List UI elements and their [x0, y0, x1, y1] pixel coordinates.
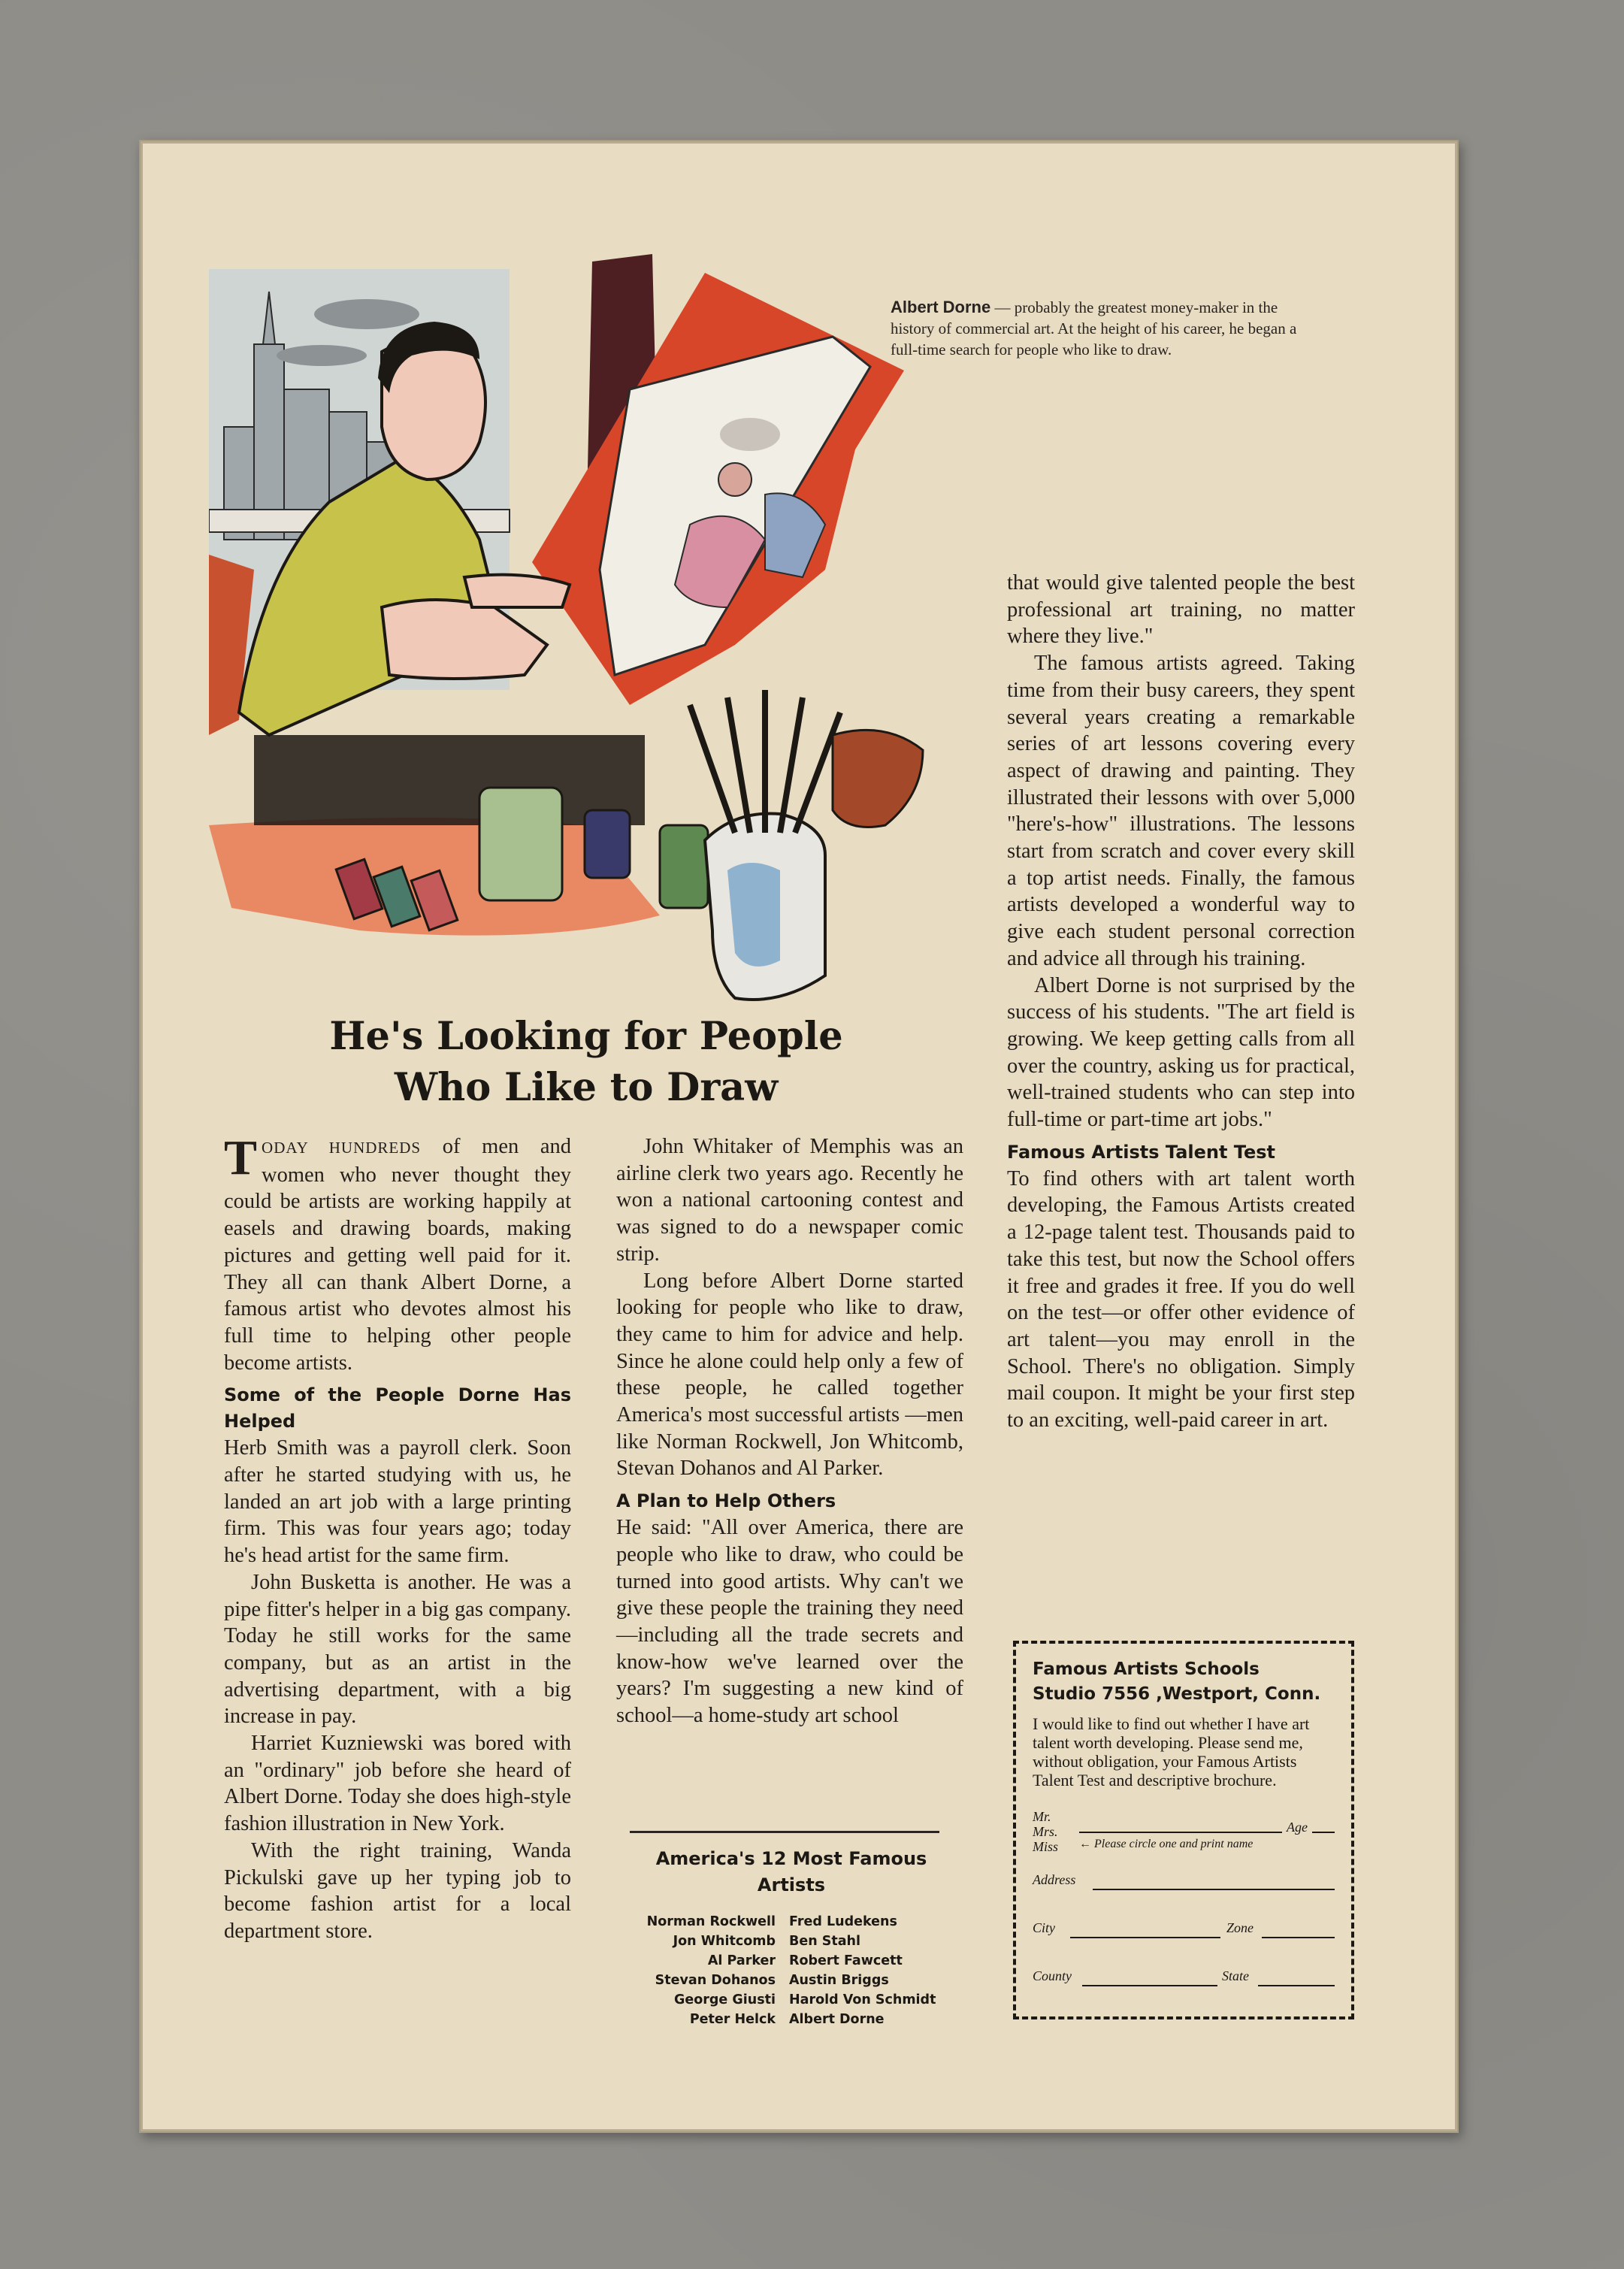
artist-name-left: Jon Whitcomb: [673, 1934, 776, 1949]
age-line[interactable]: [1312, 1832, 1335, 1833]
paragraph-he-said: He said: "All over America, there are people who like to draw, who could be turned into good artists. Why can't we give these people the training they need—including all the trade secrets and know-how we've learned over the years? I'm suggesting a new kind of school—a home-study art school: [616, 1516, 963, 1728]
artist-name-right: Robert Fawcett: [789, 1953, 903, 1968]
column-1: [224, 1130, 572, 1945]
paragraph-talent-test: To find others with art talent worth developing, the Famous Artists created a 12-page talent test. Thousands paid to take this test, but now the School offers it free and grades it free. If you do well on the test—or offer other evidence of art talent—you may enroll in the School. There's no obligation. Simply mail coupon. It might be your first step to an exciting, well-paid career in art.: [1007, 1166, 1355, 1432]
headline-line-1: He's Looking for People: [329, 1014, 843, 1059]
artist-name-right: Fred Ludekens: [789, 1914, 897, 1929]
artist-name-left: Norman Rockwell: [646, 1914, 776, 1929]
artist-name-left: George Giusti: [674, 1992, 776, 2007]
artist-name-right: Albert Dorne: [789, 2012, 885, 2027]
artist-name-left: Peter Helck: [689, 2012, 776, 2027]
artist-row: [610, 1932, 974, 1951]
paragraph-john-busketta: John Busketta is another. He was a pipe fitter's helper in a big gas company. Today he still works for the same company, but as an artist in the advertising department, with a big increase in pay.: [224, 1570, 571, 1729]
paragraph-not-surprised: Albert Dorne is not surprised by the success of his students. "The art field is growing. We keep getting calls from all over the country, asking us for practical, well-trained students who can step into full-time or part-time art jobs.": [1007, 973, 1355, 1132]
artist-row: [610, 1990, 974, 2010]
paragraph-continued: that would give talented people the best professional art training, no matter where they live.": [1007, 571, 1355, 649]
intro-paragraph: [224, 1130, 572, 1376]
drop-cap: T: [224, 1130, 258, 1185]
circle-note-text: Please circle one and print name: [1094, 1838, 1254, 1850]
section-heading-plan: A Plan to Help Others: [616, 1490, 836, 1512]
intro-text: of men and women who never thought they could be artists are working happily at easels and drawing boards, making pictures and getting well paid for it. They all can thank Albert Dorne, a famous artist who devotes almost his full time to helping other people become artists.: [224, 1135, 572, 1375]
title-mr[interactable]: Mr.: [1033, 1809, 1051, 1824]
county-state-field[interactable]: [1033, 1968, 1335, 1989]
city-line[interactable]: [1070, 1937, 1220, 1938]
county-label: County: [1033, 1968, 1072, 1983]
address-field[interactable]: [1033, 1872, 1335, 1893]
divider-rule: [630, 1831, 939, 1833]
county-line[interactable]: [1082, 1985, 1217, 1986]
coupon-school-name: Famous Artists Schools: [1033, 1659, 1260, 1679]
photo-caption: [891, 297, 1311, 360]
artists-list-title: America's 12 Most Famous Artists: [655, 1848, 927, 1895]
name-field[interactable]: [1033, 1809, 1335, 1856]
artist-row: [610, 2010, 974, 2029]
zone-label: Zone: [1226, 1920, 1254, 1935]
zone-line[interactable]: [1262, 1937, 1335, 1938]
caption-text: — probably the greatest money-maker in the history of commercial art. At the height of his career, he began a full-time search for people who like to draw.: [891, 298, 1297, 359]
section-heading-talent-test: Famous Artists Talent Test: [1007, 1141, 1276, 1163]
state-line[interactable]: [1258, 1985, 1335, 1986]
paragraph-long-before: Long before Albert Dorne started looking for people who like to draw, they came to him for advice and help. Since he alone could help only a few of these people, he called together America's most successful artists —men like Norman Rockwell, Jon Whitcomb, Stevan Dohanos and Al Parker.: [616, 1269, 963, 1481]
coupon-body-text: I would like to find out whether I have art talent worth developing. Please send me, without obligation, your Famous Artists Talent Test and descriptive brochure.: [1033, 1714, 1310, 1789]
city-zone-field[interactable]: [1033, 1920, 1335, 1941]
coupon-studio-address: Studio 7556 ,Westport, Conn.: [1033, 1684, 1321, 1704]
mail-coupon[interactable]: [1013, 1641, 1354, 2019]
paragraph-john-whitaker: John Whitaker of Memphis was an airline clerk two years ago. Recently he won a national cartooning contest and was signed to do a newspaper comic strip.: [616, 1135, 963, 1266]
paragraph-harriet-kuzniewski: Harriet Kuzniewski was bored with an "ordinary" job before she heard of Albert Dorne. Today she does high-style fashion illustration in New York.: [224, 1732, 571, 1836]
section-heading-people-helped: Some of the People Dorne Has Helped: [224, 1384, 571, 1432]
artist-name-right: Austin Briggs: [789, 1973, 889, 1988]
paragraph-herb-smith: Herb Smith was a payroll clerk. Soon after he started studying with us, he landed an art job with a large printing firm. This was four years ago; today he's head artist for the same firm.: [224, 1436, 571, 1568]
small-caps-lead: ODAY HUNDREDS: [262, 1139, 422, 1157]
artist-name-right: Ben Stahl: [789, 1934, 860, 1949]
title-mrs[interactable]: Mrs.: [1033, 1824, 1058, 1839]
city-label: City: [1033, 1920, 1055, 1935]
state-label: State: [1222, 1968, 1249, 1983]
headline-line-2: Who Like to Draw: [394, 1065, 779, 1110]
column-2: [616, 1133, 963, 1729]
caption-name: Albert Dorne: [891, 298, 991, 316]
name-line[interactable]: [1079, 1832, 1282, 1833]
artist-row: [610, 1912, 974, 1932]
artists-list: [610, 1912, 974, 2029]
address-line[interactable]: [1093, 1889, 1335, 1890]
artist-illustration: [209, 254, 963, 1006]
title-miss[interactable]: Miss: [1033, 1839, 1059, 1854]
column-3: [1007, 570, 1355, 1434]
age-label: Age: [1287, 1820, 1308, 1835]
artist-name-left: Al Parker: [707, 1953, 776, 1968]
artist-name-right: Harold Von Schmidt: [789, 1992, 936, 2007]
paragraph-artists-agreed: The famous artists agreed. Taking time from their busy careers, they spent several years creating a remarkable series of art lessons covering every aspect of drawing and painting. They illustrated their lessons with over 5,000 "here's-how" illustrations. The lessons start from scratch and cover every skill a top artist needs. Finally, the famous artists developed a wonderful way to give each student personal correction and advice all through his training.: [1007, 652, 1355, 970]
address-label: Address: [1033, 1872, 1076, 1887]
circle-note: ← Please circle one and print name: [1079, 1838, 1254, 1850]
artist-name-left: Stevan Dohanos: [655, 1973, 776, 1988]
artist-row: [610, 1951, 974, 1971]
headline: [225, 1011, 947, 1113]
paragraph-wanda-pickulski: With the right training, Wanda Pickulski gave up her typing job to become fashion artist for a local department store.: [224, 1838, 571, 1943]
artist-row: [610, 1971, 974, 1990]
